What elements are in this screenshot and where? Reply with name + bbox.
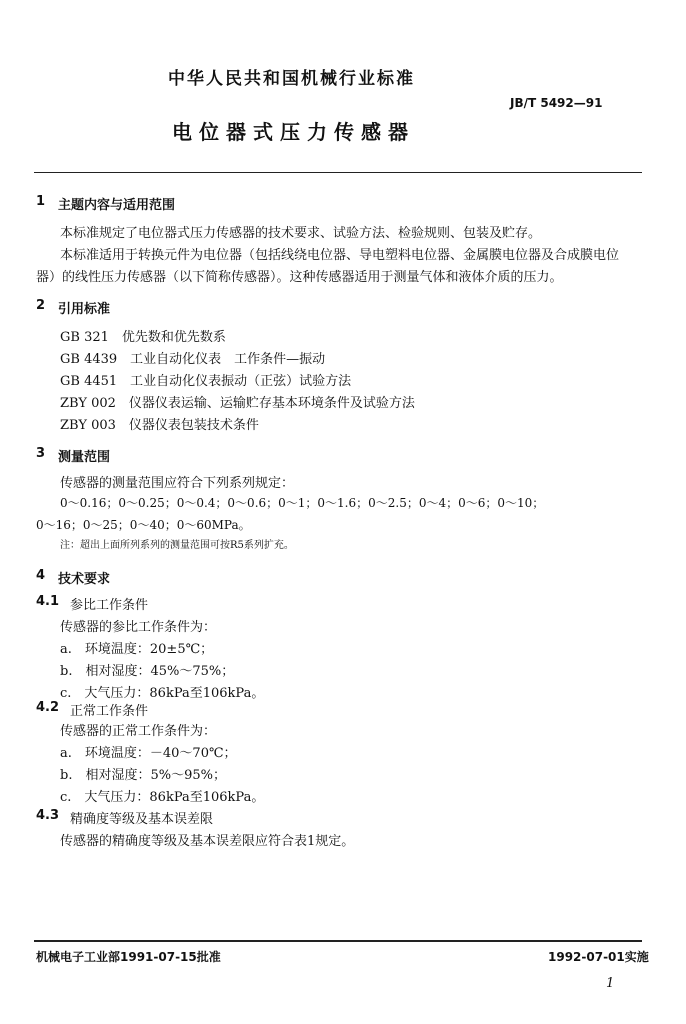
section-3-note: 注：超出上面所列系列的测量范围可按R5系列扩充。 <box>60 540 294 551</box>
reference-item: GB 4451 工业自动化仪表振动（正弦）试验方法 <box>60 374 352 389</box>
section-1-paragraph-1: 本标准规定了电位器式压力传感器的技术要求、试验方法、检验规则、包装及贮存。 <box>60 226 542 241</box>
section-4-3-title: 精确度等级及基本误差限 <box>70 812 214 827</box>
approval-date: 机械电子工业部1991-07-15批准 <box>36 950 221 964</box>
condition-item: b. 相对湿度：45%～75%； <box>60 664 235 679</box>
section-3-number: 3 <box>36 446 46 461</box>
section-3-intro: 传感器的测量范围应符合下列系列规定： <box>60 476 295 491</box>
document-title: 电位器式压力传感器 <box>172 120 415 144</box>
footer-rule <box>34 940 642 942</box>
section-1-number: 1 <box>36 194 46 209</box>
section-1-paragraph-2a: 本标准适用于转换元件为电位器（包括线绕电位器、导电塑料电位器、金属膜电位器及合成膜电位 <box>60 248 620 263</box>
section-2-title: 引用标准 <box>58 302 111 317</box>
implementation-date: 1992-07-01实施 <box>548 950 649 964</box>
section-4-1-intro: 传感器的参比工作条件为： <box>60 620 217 635</box>
reference-item: ZBY 003 仪器仪表包装技术条件 <box>60 418 259 433</box>
standard-number: JB/T 5492—91 <box>510 96 603 110</box>
condition-item: c. 大气压力：86kPa至106kPa。 <box>60 790 265 805</box>
section-4-1-title: 参比工作条件 <box>70 598 149 613</box>
range-series-line-1: 0～0.16；0～0.25；0～0.4；0～0.6；0～1；0～1.6；0～2.5；0～4；0～6；0～10； <box>60 496 545 510</box>
condition-item: c. 大气压力：86kPa至106kPa。 <box>60 686 265 701</box>
section-4-2-intro: 传感器的正常工作条件为： <box>60 724 217 739</box>
section-1-paragraph-2b: 器）的线性压力传感器（以下简称传感器）。这种传感器适用于测量气体和液体介质的压力。 <box>36 270 563 285</box>
condition-item: a. 环境温度：－40～70℃； <box>60 746 237 761</box>
section-4-3-number: 4.3 <box>36 808 60 823</box>
section-4-title: 技术要求 <box>58 572 111 587</box>
org-title: 中华人民共和国机械行业标准 <box>168 69 415 89</box>
reference-item: ZBY 002 仪器仪表运输、运输贮存基本环境条件及试验方法 <box>60 396 415 411</box>
condition-item: a. 环境温度：20±5℃； <box>60 642 214 657</box>
section-4-2-number: 4.2 <box>36 700 60 715</box>
section-4-3-text: 传感器的精确度等级及基本误差限应符合表1规定。 <box>60 834 355 849</box>
condition-item: b. 相对湿度：5%～95%； <box>60 768 226 783</box>
section-4-1-number: 4.1 <box>36 594 60 609</box>
section-2-number: 2 <box>36 298 46 313</box>
range-series-line-2: 0～16；0～25；0～40；0～60MPa。 <box>36 518 251 532</box>
page-number: 1 <box>606 976 615 991</box>
reference-item: GB 4439 工业自动化仪表 工作条件—振动 <box>60 352 326 367</box>
section-3-title: 测量范围 <box>58 450 111 465</box>
reference-item: GB 321 优先数和优先数系 <box>60 330 226 345</box>
section-4-number: 4 <box>36 568 46 583</box>
header-rule <box>34 172 642 173</box>
section-4-2-title: 正常工作条件 <box>70 704 149 719</box>
section-1-title: 主题内容与适用范围 <box>58 198 176 213</box>
